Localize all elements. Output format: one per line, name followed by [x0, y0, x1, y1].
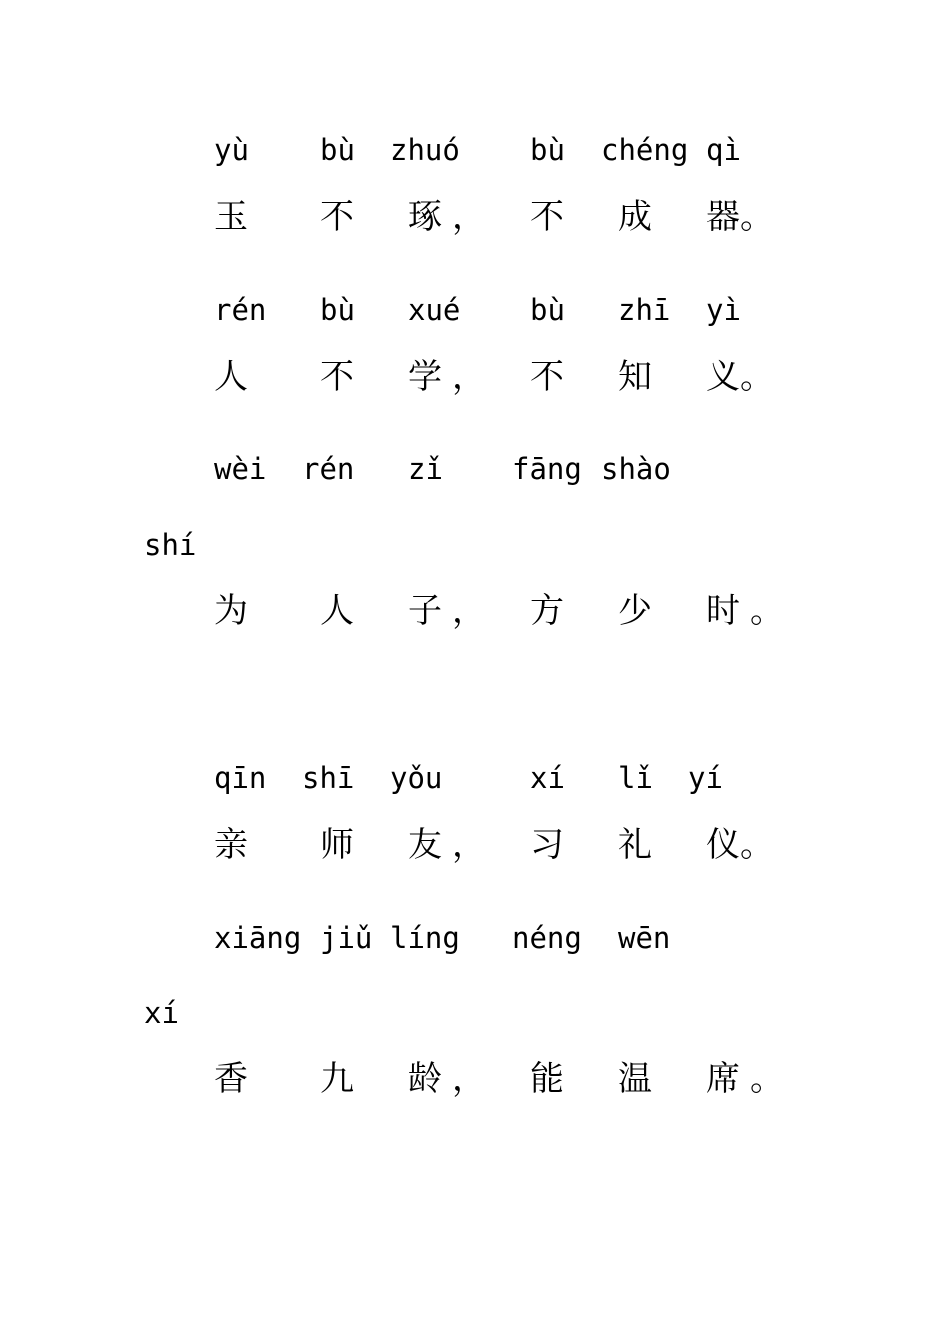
hanzi-character: 玉 [214, 197, 248, 237]
pinyin-syllable: xí [530, 761, 565, 795]
pinyin-syllable: fāng [512, 452, 582, 486]
pinyin-syllable: qì [706, 133, 741, 167]
hanzi-character: 九 [320, 1059, 354, 1099]
hanzi-character: 人 [320, 591, 354, 631]
hanzi-character: 学 [408, 357, 442, 397]
hanzi-character: 习 [530, 825, 564, 865]
pinyin-syllable: shào [601, 452, 671, 486]
hanzi-character: 器。 [706, 197, 774, 237]
hanzi-character: 琢 [408, 197, 442, 237]
hanzi-character: 龄 [408, 1059, 442, 1099]
punctuation-comma: ， [452, 591, 486, 631]
pinyin-syllable: xué [408, 293, 461, 327]
hanzi-character: 为 [214, 591, 248, 631]
pinyin-syllable: bù [530, 293, 565, 327]
pinyin-syllable: bù [320, 133, 355, 167]
hanzi-character: 义。 [706, 357, 774, 397]
pinyin-syllable-wrapped: shí [144, 528, 197, 562]
punctuation-comma: ， [452, 1059, 486, 1099]
punctuation-period: 。 [750, 1059, 784, 1099]
hanzi-character: 友 [408, 825, 442, 865]
hanzi-character: 师 [320, 825, 354, 865]
punctuation-period: 。 [750, 591, 784, 631]
hanzi-character: 成 [618, 197, 652, 237]
pinyin-syllable: yí [688, 761, 723, 795]
hanzi-character: 不 [320, 357, 354, 397]
pinyin-syllable: rén [214, 293, 267, 327]
hanzi-character: 时 [706, 591, 740, 631]
hanzi-character: 不 [530, 357, 564, 397]
hanzi-character: 子 [408, 591, 442, 631]
hanzi-character: 少 [618, 591, 652, 631]
pinyin-syllable: chéng [601, 133, 689, 167]
hanzi-character: 不 [530, 197, 564, 237]
hanzi-character: 温 [618, 1059, 652, 1099]
hanzi-character: 能 [530, 1059, 564, 1099]
pinyin-syllable: yǒu [390, 761, 443, 795]
hanzi-character: 礼 [618, 825, 652, 865]
pinyin-syllable: lǐ [618, 761, 653, 795]
hanzi-character: 香 [214, 1059, 248, 1099]
pinyin-syllable: bù [530, 133, 565, 167]
pinyin-syllable-wrapped: xí [144, 996, 179, 1030]
pinyin-syllable: xiāng [214, 921, 302, 955]
hanzi-character: 知 [618, 357, 652, 397]
punctuation-comma: ， [452, 825, 486, 865]
pinyin-syllable: shī [302, 761, 355, 795]
pinyin-syllable: qīn [214, 761, 267, 795]
pinyin-syllable: bù [320, 293, 355, 327]
pinyin-syllable: rén [302, 452, 355, 486]
hanzi-character: 不 [320, 197, 354, 237]
pinyin-syllable: zǐ [408, 452, 443, 486]
pinyin-syllable: líng [390, 921, 460, 955]
punctuation-comma: ， [452, 197, 486, 237]
pinyin-syllable: zhī [618, 293, 671, 327]
pinyin-syllable: yì [706, 293, 741, 327]
punctuation-comma: ， [452, 357, 486, 397]
pinyin-syllable: wēn [618, 921, 671, 955]
pinyin-syllable: jiǔ [320, 921, 373, 955]
hanzi-character: 方 [530, 591, 564, 631]
pinyin-syllable: zhuó [390, 133, 460, 167]
pinyin-syllable: néng [512, 921, 582, 955]
hanzi-character: 席 [706, 1059, 740, 1099]
hanzi-character: 亲 [214, 825, 248, 865]
pinyin-syllable: yù [214, 133, 249, 167]
hanzi-character: 仪。 [706, 825, 774, 865]
pinyin-syllable: wèi [214, 452, 267, 486]
hanzi-character: 人 [214, 357, 248, 397]
